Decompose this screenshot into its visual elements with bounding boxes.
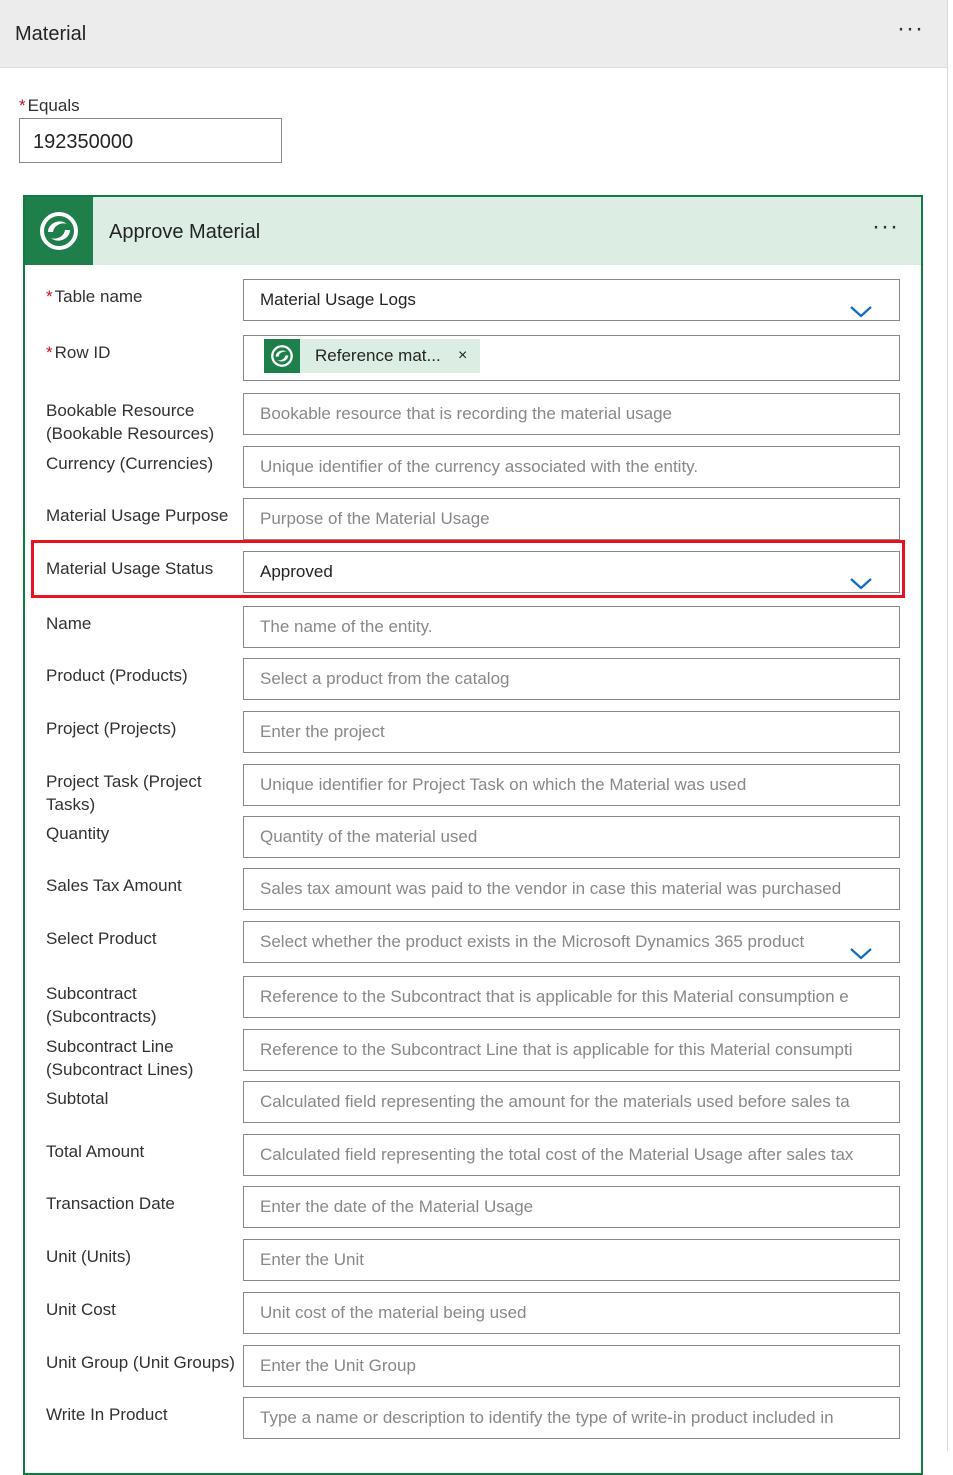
- project-task-input[interactable]: [243, 764, 900, 806]
- subtotal-placeholder: Calculated field representing the amount for the materials used before sales ta: [260, 1092, 850, 1111]
- action-card: [23, 195, 923, 1475]
- subcontract-line-input[interactable]: [243, 1029, 900, 1071]
- name-input[interactable]: [243, 606, 900, 648]
- equals-input[interactable]: 192350000: [19, 118, 282, 163]
- unit-cost-placeholder: Unit cost of the material being used: [260, 1303, 527, 1322]
- project-task-label-text: Project Task (Project Tasks): [46, 772, 202, 814]
- chevron-down-icon[interactable]: [849, 566, 873, 593]
- transaction-date-label: [46, 1192, 242, 1215]
- row-id-input[interactable]: [243, 335, 900, 381]
- equals-label: [19, 96, 80, 116]
- quantity-placeholder: Quantity of the material used: [260, 827, 478, 846]
- quantity-label: [46, 822, 242, 845]
- write-in-product-placeholder: Type a name or description to identify the type of write-in product included in: [260, 1408, 834, 1427]
- token-remove-icon[interactable]: ×: [458, 347, 468, 364]
- material-usage-status-label: [46, 557, 242, 580]
- dataverse-icon: [25, 197, 93, 265]
- table-name-value: Material Usage Logs: [260, 290, 416, 309]
- sales-tax-amount-label-text: Sales Tax Amount: [46, 876, 182, 895]
- unit-label: [46, 1245, 242, 1268]
- row-id-label-text: Row ID: [54, 343, 111, 362]
- material-usage-status-dropdown[interactable]: [243, 551, 900, 593]
- currency-label-text: Currency (Currencies): [46, 454, 214, 473]
- subcontract-label-text: Subcontract (Subcontracts): [46, 984, 157, 1026]
- project-placeholder: Enter the project: [260, 722, 385, 741]
- chevron-down-icon[interactable]: [849, 294, 873, 321]
- panel-border: [947, 0, 948, 1451]
- project-label: [46, 717, 242, 740]
- project-task-placeholder: Unique identifier for Project Task on which the Material was used: [260, 775, 747, 794]
- bookable-resource-label-text: Bookable Resource (Bookable Resources): [46, 401, 215, 443]
- unit-group-input[interactable]: [243, 1345, 900, 1387]
- unit-placeholder: Enter the Unit: [260, 1250, 364, 1269]
- row-id-label: [46, 341, 242, 364]
- write-in-product-input[interactable]: [243, 1397, 900, 1439]
- bookable-resource-input[interactable]: [243, 393, 900, 435]
- material-usage-status-value: Approved: [260, 562, 333, 581]
- transaction-date-input[interactable]: [243, 1186, 900, 1228]
- project-task-label: [46, 770, 242, 816]
- table-name-label-text: Table name: [54, 287, 143, 306]
- equals-label-text: Equals: [27, 96, 80, 115]
- name-placeholder: The name of the entity.: [260, 617, 433, 636]
- sales-tax-amount-placeholder: Sales tax amount was paid to the vendor in case this material was purchased: [260, 879, 842, 898]
- name-label: [46, 612, 242, 635]
- subcontract-line-placeholder: Reference to the Subcontract Line that is applicable for this Material consumpti: [260, 1040, 853, 1059]
- subcontract-input[interactable]: [243, 976, 900, 1018]
- material-usage-purpose-placeholder: Purpose of the Material Usage: [260, 509, 490, 528]
- unit-cost-label: [46, 1298, 242, 1321]
- bookable-resource-placeholder: Bookable resource that is recording the material usage: [260, 404, 673, 423]
- token-label: Reference mat...: [315, 346, 441, 365]
- table-name-label: [46, 285, 242, 308]
- quantity-input[interactable]: [243, 816, 900, 858]
- product-label: [46, 664, 242, 687]
- dynamic-content-token[interactable]: [264, 339, 480, 373]
- unit-group-label-text: Unit Group (Unit Groups): [46, 1353, 235, 1372]
- currency-label: [46, 452, 242, 475]
- subcontract-line-label: [46, 1035, 242, 1081]
- currency-placeholder: Unique identifier of the currency associated with the entity.: [260, 457, 699, 476]
- total-amount-label-text: Total Amount: [46, 1142, 145, 1161]
- dataverse-icon: [264, 339, 300, 373]
- material-usage-status-label-text: Material Usage Status: [46, 559, 214, 578]
- unit-group-label: [46, 1351, 242, 1374]
- subtotal-label-text: Subtotal: [46, 1089, 109, 1108]
- total-amount-label: [46, 1140, 242, 1163]
- select-product-label-text: Select Product: [46, 929, 157, 948]
- select-product-placeholder: Select whether the product exists in the Microsoft Dynamics 365 product: [260, 932, 805, 951]
- product-placeholder: Select a product from the catalog: [260, 669, 510, 688]
- bookable-resource-label: [46, 399, 242, 445]
- subtotal-input[interactable]: [243, 1081, 900, 1123]
- action-title: Approve Material: [109, 221, 261, 243]
- material-usage-purpose-input[interactable]: [243, 498, 900, 540]
- subtotal-label: [46, 1087, 242, 1110]
- action-card-header[interactable]: [25, 197, 921, 265]
- transaction-date-label-text: Transaction Date: [46, 1194, 175, 1213]
- subcontract-line-label-text: Subcontract Line (Subcontract Lines): [46, 1037, 194, 1079]
- sales-tax-amount-label: [46, 874, 242, 897]
- select-product-dropdown[interactable]: [243, 921, 900, 963]
- material-usage-purpose-label: [46, 504, 242, 527]
- subcontract-label: [46, 982, 242, 1028]
- transaction-date-placeholder: Enter the date of the Material Usage: [260, 1197, 534, 1216]
- project-label-text: Project (Projects): [46, 719, 177, 738]
- material-usage-purpose-label-text: Material Usage Purpose: [46, 506, 229, 525]
- unit-input[interactable]: [243, 1239, 900, 1281]
- panel-header[interactable]: [0, 0, 947, 68]
- sales-tax-amount-input[interactable]: [243, 868, 900, 910]
- more-horizontal-icon[interactable]: ···: [897, 15, 924, 42]
- unit-label-text: Unit (Units): [46, 1247, 132, 1266]
- unit-group-placeholder: Enter the Unit Group: [260, 1356, 416, 1375]
- write-in-product-label-text: Write In Product: [46, 1405, 168, 1424]
- project-input[interactable]: [243, 711, 900, 753]
- write-in-product-label: [46, 1403, 242, 1426]
- quantity-label-text: Quantity: [46, 824, 110, 843]
- table-name-dropdown[interactable]: [243, 279, 900, 321]
- more-horizontal-icon[interactable]: ···: [872, 213, 899, 240]
- subcontract-placeholder: Reference to the Subcontract that is applicable for this Material consumption e: [260, 987, 849, 1006]
- product-input[interactable]: [243, 658, 900, 700]
- required-mark: *: [46, 287, 53, 306]
- currency-input[interactable]: [243, 446, 900, 488]
- unit-cost-input[interactable]: [243, 1292, 900, 1334]
- required-mark: *: [19, 96, 26, 115]
- total-amount-input[interactable]: [243, 1134, 900, 1176]
- required-mark: *: [46, 343, 53, 362]
- total-amount-placeholder: Calculated field representing the total cost of the Material Usage after sales tax: [260, 1145, 854, 1164]
- product-label-text: Product (Products): [46, 666, 188, 685]
- panel-title: Material: [15, 23, 87, 45]
- chevron-down-icon[interactable]: [849, 936, 873, 963]
- unit-cost-label-text: Unit Cost: [46, 1300, 116, 1319]
- select-product-label: [46, 927, 242, 950]
- name-label-text: Name: [46, 614, 92, 633]
